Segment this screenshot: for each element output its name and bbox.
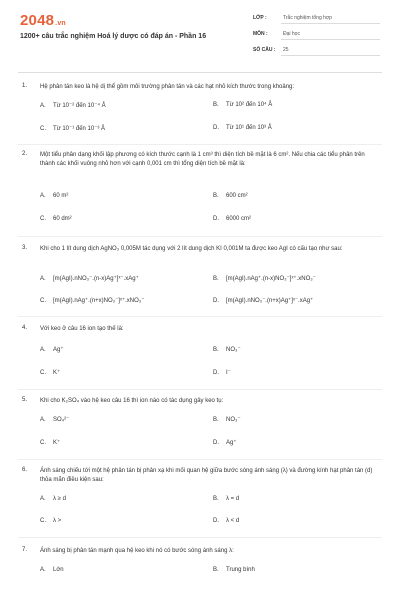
option-b[interactable] — [213, 275, 316, 282]
meta-mon-value: Đại học — [283, 31, 300, 37]
question-separator — [18, 389, 382, 390]
option-text: λ ≥ d — [53, 496, 66, 502]
question-number: 3. — [22, 245, 28, 251]
option-text: K⁺ — [53, 440, 61, 446]
option-d[interactable] — [213, 439, 237, 446]
logo-suffix: .vn — [55, 20, 66, 27]
option-a[interactable] — [40, 416, 69, 423]
meta-socau — [253, 44, 380, 56]
option-b[interactable] — [213, 102, 272, 108]
option-d[interactable] — [213, 297, 313, 304]
option-a[interactable] — [40, 102, 106, 109]
option-letter: A. — [40, 496, 46, 502]
option-a[interactable] — [40, 193, 68, 199]
question-number: 7. — [22, 547, 28, 553]
option-letter: B. — [213, 276, 219, 282]
option-b[interactable] — [213, 346, 241, 353]
option-letter: B. — [213, 417, 219, 423]
question-text: Hệ phân tán keo là hệ dị thể gồm môi trường phân tán và các hạt nhỏ kích thước trong khoảng: — [40, 84, 295, 90]
option-a[interactable] — [40, 496, 66, 502]
option-letter: C. — [40, 216, 46, 222]
logo-text: 2048 — [20, 12, 55, 29]
option-text: Lớn — [53, 567, 64, 573]
option-letter: B. — [213, 567, 219, 573]
option-a[interactable] — [40, 275, 139, 282]
question-text: Với keo ở câu 16 ion tạo thế là: — [40, 326, 124, 332]
meta-lop — [253, 12, 380, 24]
question-number: 2. — [22, 151, 28, 157]
option-letter: A. — [40, 276, 46, 282]
question-separator — [18, 537, 382, 538]
option-a[interactable] — [40, 567, 64, 573]
question-1 — [0, 80, 400, 148]
meta-socau-value: 25 — [283, 47, 289, 53]
question-separator — [18, 236, 382, 237]
question-text: Khi cho K₂SO₄ vào hệ keo câu 16 thì ion nào có tác dụng gây keo tụ: — [40, 398, 224, 404]
question-number: 4. — [22, 325, 28, 331]
question-text: Khi cho 1 lít dung dịch AgNO₃ 0,005M tác dụng với 2 lít dung dịch KI 0,001M ta được keo AgI có cấu tạo như sau: — [40, 246, 343, 252]
option-letter: B. — [213, 347, 219, 353]
meta-mon — [253, 28, 380, 40]
option-d[interactable] — [213, 125, 272, 131]
meta-mon-underline — [281, 39, 380, 40]
option-text: λ < d — [226, 518, 240, 524]
option-b[interactable] — [213, 193, 248, 199]
option-text: λ = d — [226, 496, 240, 502]
option-letter: C. — [40, 126, 46, 132]
question-number: 6. — [22, 467, 28, 473]
option-text: Trung bình — [226, 567, 255, 573]
option-letter: C. — [40, 298, 46, 304]
question-7 — [0, 544, 400, 584]
option-text: 60 dm² — [53, 216, 72, 222]
option-text: Từ 10² đến 10⁴ Å — [226, 102, 273, 108]
option-letter: B. — [213, 496, 219, 502]
option-text: [m(AgI).nNO₃⁻.(n+x)Ag⁺]ˣ⁻.xAg⁺ — [226, 298, 314, 304]
page-header — [0, 0, 400, 64]
option-text: [m(AgI).nAg⁺.(n-x)NO₃⁻]ˣ⁺.xNO₃⁻ — [226, 276, 316, 282]
question-separator — [18, 144, 382, 145]
option-b[interactable] — [213, 496, 239, 502]
option-text: [m(AgI).nAg⁺.(n+x)NO₃⁻]ˣ⁺.xNO₃⁻ — [53, 298, 145, 304]
option-letter: D. — [213, 518, 219, 524]
option-text: K⁺ — [53, 370, 61, 376]
option-text: λ > — [53, 518, 62, 524]
option-c[interactable] — [40, 518, 61, 524]
option-letter: A. — [40, 193, 46, 199]
option-a[interactable] — [40, 346, 64, 353]
option-c[interactable] — [40, 125, 105, 132]
question-number: 1. — [22, 83, 28, 89]
question-3 — [0, 242, 400, 322]
option-letter: C. — [40, 518, 46, 524]
option-letter: D. — [213, 125, 219, 131]
question-text: Ánh sáng bị phân tán mạnh qua hệ keo khi nó có bước sóng ánh sáng λ: — [40, 548, 234, 554]
option-letter: B. — [213, 102, 219, 108]
option-c[interactable] — [40, 297, 144, 304]
header-divider — [18, 72, 382, 73]
question-separator — [18, 316, 382, 317]
question-2 — [0, 148, 400, 242]
option-letter: B. — [213, 193, 219, 199]
option-letter: D. — [213, 298, 219, 304]
option-letter: D. — [213, 370, 219, 376]
meta-lop-underline — [281, 23, 380, 24]
option-letter: C. — [40, 440, 46, 446]
option-letter: D. — [213, 440, 219, 446]
option-c[interactable] — [40, 439, 60, 446]
option-letter: A. — [40, 417, 46, 423]
question-separator — [18, 459, 382, 460]
meta-socau-label: SỐ CÂU : — [253, 47, 276, 53]
option-text: Ag⁺ — [226, 440, 237, 446]
meta-mon-label: MÔN : — [253, 31, 268, 37]
option-text: 600 cm² — [226, 193, 248, 199]
option-d[interactable] — [213, 518, 239, 524]
question-4 — [0, 322, 400, 394]
question-5 — [0, 394, 400, 464]
question-6 — [0, 464, 400, 544]
option-letter: C. — [40, 370, 46, 376]
option-text: SO₄²⁻ — [53, 417, 70, 423]
option-letter: A. — [40, 567, 46, 573]
meta-lop-value: Trắc nghiệm tổng hợp — [283, 15, 332, 21]
question-list — [0, 80, 400, 584]
option-c[interactable] — [40, 216, 72, 222]
page-title: 1200+ câu trắc nghiệm Hoá lý dược có đáp án - Phần 16 — [20, 33, 207, 40]
option-text: 6000 cm² — [226, 216, 252, 222]
option-d[interactable] — [213, 369, 231, 376]
option-text: Ag⁺ — [53, 347, 64, 353]
option-text: Từ 10⁻¹ đến 10⁻³ Å — [53, 126, 106, 132]
option-text: I⁻ — [226, 370, 231, 376]
option-letter: A. — [40, 347, 46, 353]
option-text: 60 m² — [53, 193, 69, 199]
option-b[interactable] — [213, 416, 241, 423]
option-text: NO₃⁻ — [226, 347, 241, 353]
option-text: NO₃⁻ — [226, 417, 241, 423]
option-text: Từ 10⁻² đến 10⁻⁴ Å — [53, 103, 106, 109]
option-letter: D. — [213, 216, 219, 222]
meta-socau-underline — [281, 55, 380, 56]
option-c[interactable] — [40, 369, 60, 376]
site-logo[interactable] — [20, 12, 66, 29]
question-text: Ánh sáng chiếu tới một hệ phân tán bị phản xạ khi mối quan hệ giữa bước sóng ánh sáng (λ) và đường kính hạt phân tán (d) thỏa mãn điều kiện sau: — [40, 468, 373, 483]
option-b[interactable] — [213, 567, 255, 573]
option-text: [m(AgI).nNO₃⁻.(n-x)Ag⁺]ˣ⁻.xAg⁺ — [53, 276, 139, 282]
question-text: Một tiểu phân dạng khối lập phương có kích thước cạnh là 1 cm³ thì diện tích bề mặt là 6 cm². Nếu chia các tiểu phân trên thành các khối vuông nhỏ hơn với cạnh 0,001 cm thì tổng diện tích bề mặt là: — [40, 152, 365, 167]
option-text: Từ 10¹ đến 10³ Å — [226, 125, 272, 131]
option-d[interactable] — [213, 216, 251, 222]
meta-lop-label: LỚP : — [253, 15, 267, 21]
question-number: 5. — [22, 397, 28, 403]
option-letter: A. — [40, 103, 46, 109]
